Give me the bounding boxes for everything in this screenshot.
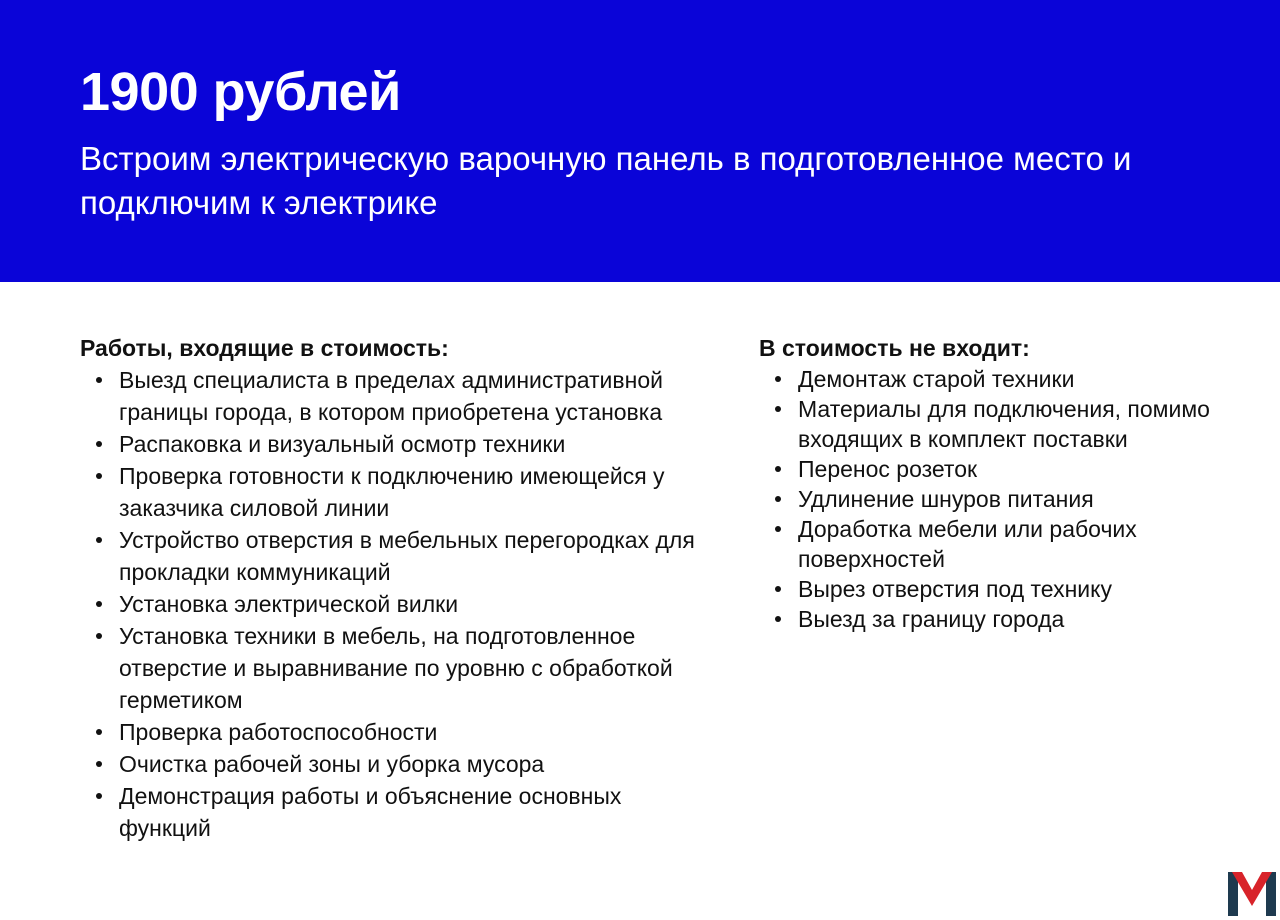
- excluded-list: [759, 364, 1219, 634]
- bullet-icon: [96, 601, 102, 607]
- bullet-icon: [775, 586, 781, 592]
- bullet-icon: [96, 377, 102, 383]
- list-item: [80, 620, 700, 716]
- list-item-text: Материалы для подключения, помимо входящих в комплект поставки: [798, 396, 1210, 452]
- list-item-text: Демонтаж старой техники: [798, 366, 1075, 392]
- list-item-text: Установка техники в мебель, на подготовленное отверстие и выравнивание по уровню с обработкой герметиком: [119, 623, 673, 713]
- list-item: [759, 514, 1219, 574]
- list-item: [80, 588, 700, 620]
- price-title: 1900 рублей: [80, 62, 401, 122]
- list-item: [759, 484, 1219, 514]
- list-item-text: Проверка готовности к подключению имеющейся у заказчика силовой линии: [119, 463, 665, 521]
- list-item: [759, 394, 1219, 454]
- included-title: Работы, входящие в стоимость:: [80, 335, 449, 361]
- list-item: [80, 460, 700, 524]
- bullet-icon: [96, 761, 102, 767]
- price-header: [0, 0, 1280, 282]
- list-item: [759, 454, 1219, 484]
- included-section: [80, 332, 700, 844]
- bullet-icon: [775, 496, 781, 502]
- service-description: Встроим электрическую варочную панель в подготовленное место и подключим к электрике: [80, 140, 1132, 221]
- list-item: [80, 524, 700, 588]
- list-item-text: Выезд специалиста в пределах административной границы города, в котором приобретена установка: [119, 367, 663, 425]
- bullet-icon: [775, 526, 781, 532]
- bullet-icon: [96, 633, 102, 639]
- list-item: [759, 574, 1219, 604]
- bullet-icon: [96, 793, 102, 799]
- bullet-icon: [96, 441, 102, 447]
- list-item-text: Установка электрической вилки: [119, 591, 459, 617]
- list-item-text: Проверка работоспособности: [119, 719, 438, 745]
- bullet-icon: [96, 473, 102, 479]
- excluded-section: [759, 332, 1219, 634]
- list-item-text: Распаковка и визуальный осмотр техники: [119, 431, 566, 457]
- list-item-text: Демонстрация работы и объяснение основных функций: [119, 783, 622, 841]
- list-item-text: Выезд за границу города: [798, 606, 1065, 632]
- list-item: [759, 364, 1219, 394]
- bullet-icon: [775, 406, 781, 412]
- list-item-text: Очистка рабочей зоны и уборка мусора: [119, 751, 545, 777]
- bullet-icon: [775, 466, 781, 472]
- list-item: [80, 428, 700, 460]
- bullet-icon: [775, 376, 781, 382]
- list-item-text: Устройство отверстия в мебельных перегородках для прокладки коммуникаций: [119, 527, 695, 585]
- included-list: [80, 364, 700, 844]
- list-item: [759, 604, 1219, 634]
- list-item: [80, 780, 700, 844]
- list-item-text: Вырез отверстия под технику: [798, 576, 1112, 602]
- list-item: [80, 364, 700, 428]
- list-item-text: Удлинение шнуров питания: [798, 486, 1094, 512]
- bullet-icon: [96, 537, 102, 543]
- bullet-icon: [775, 616, 781, 622]
- m-logo-icon: [1228, 872, 1276, 916]
- list-item: [80, 748, 700, 780]
- list-item: [80, 716, 700, 748]
- excluded-title: В стоимость не входит:: [759, 335, 1030, 361]
- list-item-text: Доработка мебели или рабочих поверхностей: [798, 516, 1137, 572]
- list-item-text: Перенос розеток: [798, 456, 978, 482]
- bullet-icon: [96, 729, 102, 735]
